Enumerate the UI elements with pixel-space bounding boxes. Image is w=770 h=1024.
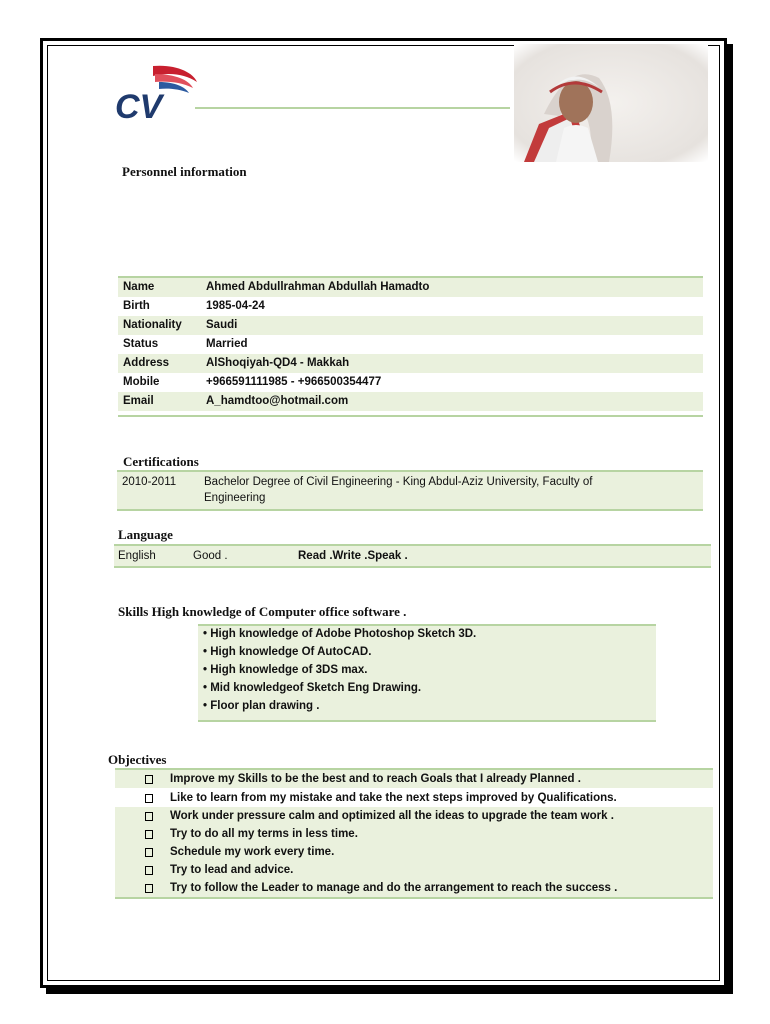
info-label: Status [123, 338, 159, 350]
skills-list [198, 624, 656, 722]
header-rule [195, 107, 510, 109]
objective-text: Work under pressure calm and optimized all the ideas to upgrade the team work . [170, 810, 614, 822]
objective-item [115, 825, 713, 843]
language-name: English [118, 550, 156, 562]
info-label: Nationality [123, 319, 182, 331]
language-row [114, 544, 711, 568]
info-label: Address [123, 357, 170, 369]
bullet-box-icon [145, 848, 153, 857]
objective-item [115, 843, 713, 861]
info-value: Saudi [206, 319, 238, 331]
info-row-nationality [118, 316, 703, 335]
bullet-box-icon [145, 794, 153, 803]
objective-item [115, 807, 713, 825]
skill-item: • Floor plan drawing . [203, 700, 320, 712]
skill-item: • Mid knowledgeof Sketch Eng Drawing. [203, 682, 422, 694]
bullet-box-icon [145, 866, 153, 875]
certification-years: 2010-2011 [122, 476, 177, 488]
objective-text: Schedule my work every time. [170, 846, 335, 858]
skill-item: • High knowledge of 3DS max. [203, 664, 368, 676]
personal-info-table [118, 276, 703, 417]
bullet-box-icon [145, 775, 153, 784]
info-row-name [118, 278, 703, 297]
info-label: Name [123, 281, 155, 293]
objective-text: Like to learn from my mistake and take the next steps improved by Qualifications. [170, 792, 617, 804]
language-abilities: Read .Write .Speak . [298, 550, 408, 562]
certifications-heading: Certifications [123, 454, 199, 469]
cv-logo [105, 62, 215, 120]
bullet-box-icon [145, 884, 153, 893]
objective-item [115, 879, 713, 899]
info-row-birth [118, 297, 703, 316]
info-row-status [118, 335, 703, 354]
logo-text: CV [115, 88, 163, 120]
skill-item: • High knowledge of Adobe Photoshop Sketch 3D. [203, 628, 477, 640]
language-heading: Language [118, 527, 173, 542]
info-row-email [118, 392, 703, 411]
certification-line-2: Engineering [204, 492, 266, 504]
info-row-mobile [118, 373, 703, 392]
info-label: Mobile [123, 376, 160, 388]
language-level: Good . [193, 550, 228, 562]
bullet-box-icon [145, 812, 153, 821]
objective-text: Try to follow the Leader to manage and do the arrangement to reach the success . [170, 882, 618, 894]
objective-item [115, 789, 713, 807]
skill-item: • High knowledge Of AutoCAD. [203, 646, 372, 658]
objective-text: Try to do all my terms in less time. [170, 828, 358, 840]
personnel-heading: Personnel information [122, 164, 247, 179]
objective-item [115, 768, 713, 788]
info-value: A_hamdtoo@hotmail.com [206, 395, 349, 407]
info-value: AlShoqiyah-QD4 - Makkah [206, 357, 350, 369]
info-value: Ahmed Abdullrahman Abdullah Hamadto [206, 281, 430, 293]
objective-text: Try to lead and advice. [170, 864, 294, 876]
info-row-address [118, 354, 703, 373]
info-label: Email [123, 395, 154, 407]
profile-photo [514, 44, 708, 162]
objective-item [115, 861, 713, 879]
certification-row [117, 470, 703, 511]
info-label: Birth [123, 300, 150, 312]
skills-heading: Skills High knowledge of Computer office software . [118, 604, 407, 619]
certification-line-1: Bachelor Degree of Civil Engineering - King Abdul-Aziz University, Faculty of [204, 476, 593, 488]
info-value: Married [206, 338, 248, 350]
objectives-heading: Objectives [108, 752, 167, 767]
info-value: 1985-04-24 [206, 300, 265, 312]
info-value: +966591111985 - +966500354477 [206, 376, 382, 388]
objective-text: Improve my Skills to be the best and to reach Goals that I already Planned . [170, 773, 581, 785]
bullet-box-icon [145, 830, 153, 839]
